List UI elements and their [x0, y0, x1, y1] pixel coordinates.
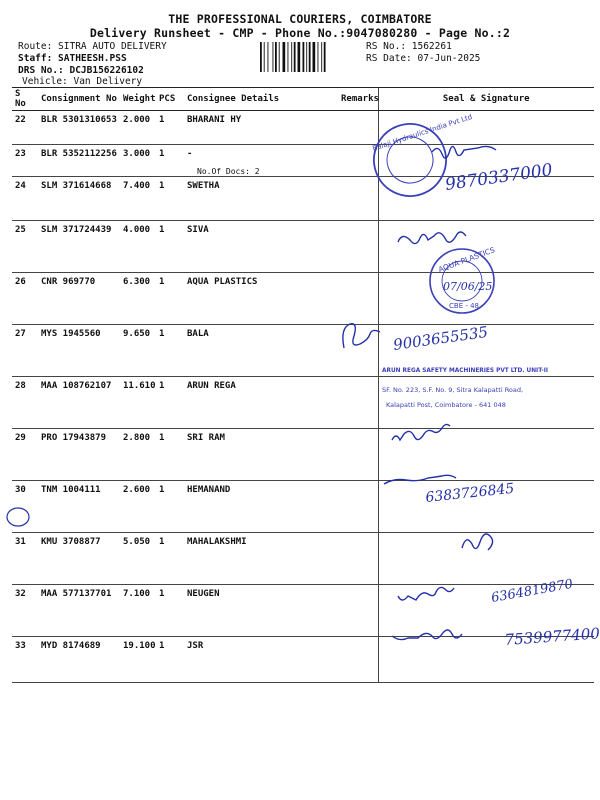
cell-pcs-text: 1 [159, 381, 165, 391]
staff-label: Staff: SATHEESH.PSS [18, 53, 127, 64]
cell-sno-text: 31 [15, 537, 26, 547]
cell-consignee [184, 585, 338, 637]
cell-sno [12, 145, 38, 177]
cell-pcs-text: 1 [159, 589, 165, 599]
cell-pcs [156, 481, 184, 533]
cell-sno-text: 30 [15, 485, 26, 495]
cell-consignee-text: SRI RAM [187, 433, 225, 443]
cell-consignment [38, 377, 120, 429]
cell-weight-text: 19.100 [123, 641, 156, 651]
cell-pcs [156, 221, 184, 273]
table-row [12, 221, 594, 273]
cell-sno [12, 221, 38, 273]
barcode-bar [268, 42, 269, 72]
docs-note: No.Of Docs: 2 [197, 167, 260, 176]
col-remarks: Remarks [338, 88, 378, 111]
cell-pcs-text: 1 [159, 641, 165, 651]
cell-sno [12, 111, 38, 145]
cell-weight [120, 481, 156, 533]
cell-sno [12, 177, 38, 221]
cell-pcs-text: 1 [159, 537, 165, 547]
cell-consignment [38, 221, 120, 273]
table-row [12, 377, 594, 429]
handwritten-phone-30: 6383726845 [424, 480, 516, 506]
cell-pcs [156, 111, 184, 145]
cell-consignee [184, 533, 338, 585]
cell-seal [378, 481, 594, 533]
cell-sno [12, 325, 38, 377]
cell-weight [120, 273, 156, 325]
cell-remarks [338, 221, 378, 273]
cell-weight [120, 325, 156, 377]
cell-consignee-text: BHARANI HY [187, 115, 242, 125]
cell-weight-text: 3.000 [123, 149, 151, 159]
table-row [12, 111, 594, 145]
cell-weight-text: 6.300 [123, 277, 151, 287]
cell-consignee-text: AQUA PLASTICS [187, 277, 258, 287]
col-consignment: Consignment No [38, 88, 120, 111]
cell-sno-text: 33 [15, 641, 26, 651]
cell-consignment-text: SLM 371614668 [41, 181, 112, 191]
barcode [258, 42, 358, 72]
cell-seal [378, 145, 594, 177]
cell-seal [378, 111, 594, 145]
handwritten-phone-27: 9003655535 [392, 322, 490, 354]
cell-consignment-text: CNR 969770 [41, 277, 96, 287]
cell-weight-text: 9.650 [123, 329, 151, 339]
cell-weight-text: 2.800 [123, 433, 151, 443]
table-row [12, 429, 594, 481]
handwritten-date-26: 07/06/25 [443, 280, 493, 293]
cell-weight-text: 5.050 [123, 537, 151, 547]
cell-consignee-text: HEMANAND [187, 485, 231, 495]
table-row [12, 585, 594, 637]
cell-weight-text: 7.100 [123, 589, 151, 599]
barcode-bar [294, 42, 296, 72]
barcode-bar [318, 42, 319, 72]
cell-weight [120, 145, 156, 177]
cell-consignee-text: NEUGEN [187, 589, 220, 599]
cell-consignment [38, 177, 120, 221]
cell-consignment [38, 145, 120, 177]
cell-sno-text: 23 [15, 149, 26, 159]
cell-sno [12, 481, 38, 533]
cell-consignee-text: SWETHA [187, 181, 220, 191]
cell-consignment-text: PRO 17943879 [41, 433, 107, 443]
cell-pcs-text: 1 [159, 433, 165, 443]
cell-sno-text: 22 [15, 115, 26, 125]
cell-weight [120, 637, 156, 683]
table-header-row [12, 88, 594, 111]
cell-consignment-text: MYS 1945560 [41, 329, 101, 339]
cell-seal [378, 322, 594, 377]
cell-remarks [338, 177, 378, 221]
cell-sno-text: 29 [15, 433, 26, 443]
cell-remarks [338, 377, 378, 429]
cell-pcs [156, 533, 184, 585]
barcode-bar [264, 42, 265, 72]
cell-remarks [338, 145, 378, 177]
cell-consignee [184, 637, 338, 683]
arun-stamp-line3: Kalapatti Post, Coimbatore - 641 048 [386, 401, 506, 409]
table-row [12, 273, 594, 325]
table-row [12, 481, 594, 533]
cell-seal [378, 533, 594, 585]
cell-consignment-text: TNM 1004111 [41, 485, 101, 495]
cell-remarks [338, 325, 378, 377]
cell-weight-text: 4.000 [123, 225, 151, 235]
cell-pcs [156, 637, 184, 683]
cell-sno-text: 24 [15, 181, 26, 191]
cell-sno-text: 32 [15, 589, 26, 599]
cell-consignment [38, 429, 120, 481]
barcode-bar [309, 42, 311, 72]
barcode-bar [260, 42, 262, 72]
cell-consignee [184, 429, 338, 481]
cell-sno-text: 25 [15, 225, 26, 235]
barcode-bar [321, 42, 322, 72]
cell-weight [120, 177, 156, 221]
cell-consignee-text: ARUN REGA [187, 381, 236, 391]
arun-stamp-line1: ARUN REGA SAFETY MACHINERIES PVT LTD. UNIT-II [382, 368, 549, 374]
barcode-bar [324, 42, 326, 72]
cell-consignment-text: MAA 108762107 [41, 381, 112, 391]
aqua-stamp-text: AQUA PLASTICS [437, 245, 497, 275]
barcode-bar [303, 42, 305, 72]
cell-pcs [156, 145, 184, 177]
cell-seal [378, 177, 594, 221]
cell-weight-text: 7.400 [123, 181, 151, 191]
cell-pcs [156, 273, 184, 325]
cell-consignee-text: BALA [187, 329, 209, 339]
cell-consignment [38, 273, 120, 325]
barcode-bar [313, 42, 316, 72]
cell-consignment [38, 637, 120, 683]
cell-consignee [184, 145, 338, 177]
cell-pcs-text: 1 [159, 115, 165, 125]
cell-remarks [338, 111, 378, 145]
cell-pcs-text: 1 [159, 149, 165, 159]
cell-seal [378, 273, 594, 325]
barcode-bar [275, 42, 277, 72]
company-name: THE PROFESSIONAL COURIERS, COIMBATORE [168, 12, 432, 26]
cell-pcs [156, 377, 184, 429]
cell-weight [120, 585, 156, 637]
handwritten-phone-32: 6364819870 [490, 576, 575, 606]
cell-consignee [184, 273, 338, 325]
cell-pcs-text: 1 [159, 225, 165, 235]
table-row [12, 145, 594, 177]
cell-seal [378, 637, 594, 683]
cell-remarks [338, 533, 378, 585]
col-pcs: PCS [156, 88, 184, 111]
cell-consignee [184, 325, 338, 377]
cell-pcs [156, 429, 184, 481]
cell-pcs [156, 585, 184, 637]
cell-consignment-text: MYD 8174689 [41, 641, 101, 651]
cell-sno [12, 377, 38, 429]
cell-consignment-text: BLR 5352112256 [41, 149, 117, 159]
cell-seal [378, 221, 594, 273]
cell-sno-text: 27 [15, 329, 26, 339]
cell-pcs-text: 1 [159, 485, 165, 495]
cell-sno [12, 637, 38, 683]
cell-remarks [338, 585, 378, 637]
cell-seal [378, 429, 594, 481]
cell-sno [12, 273, 38, 325]
cell-consignment [38, 481, 120, 533]
table-row [12, 177, 594, 221]
table-row [12, 325, 594, 377]
rs-number: RS No.: 1562261 [366, 41, 452, 52]
cell-weight [120, 111, 156, 145]
drs-number: DRS No.: DCJB156226102 [18, 65, 144, 76]
barcode-bar [279, 42, 280, 72]
barcode-bar [298, 42, 301, 72]
handwritten-phone-24: 9870337000 [443, 160, 554, 195]
runsheet-table [12, 87, 594, 683]
barcode-bar [291, 42, 292, 72]
cell-weight-text: 2.000 [123, 115, 151, 125]
barcode-bar [283, 42, 286, 72]
cell-consignee [184, 111, 338, 145]
cell-seal [378, 377, 594, 429]
cell-weight [120, 533, 156, 585]
cell-remarks [338, 273, 378, 325]
cell-consignment-text: MAA 577137701 [41, 589, 112, 599]
table-row [12, 533, 594, 585]
runsheet-title: Delivery Runsheet - CMP - Phone No.:9047080280 - Page No.:2 [89, 26, 511, 40]
cell-sno [12, 533, 38, 585]
cell-consignee-text: MAHALAKSHMI [187, 537, 247, 547]
cell-consignee [184, 481, 338, 533]
cell-consignment-text: KMU 3708877 [41, 537, 101, 547]
cell-consignment-text: BLR 5301310653 [41, 115, 117, 125]
cell-consignment [38, 111, 120, 145]
cell-sno [12, 585, 38, 637]
cell-sno [12, 429, 38, 481]
cell-remarks [338, 429, 378, 481]
cell-remarks [338, 481, 378, 533]
cell-pcs [156, 325, 184, 377]
hydraulics-stamp-text: Balaji Hydraulics India Pvt Ltd [371, 112, 474, 153]
cell-consignment [38, 533, 120, 585]
cell-pcs [156, 177, 184, 221]
cell-sno-text: 28 [15, 381, 26, 391]
col-weight: Weight [120, 88, 156, 111]
cell-consignee-text: - [187, 149, 193, 159]
route-label: Route: SITRA AUTO DELIVERY [18, 41, 167, 52]
cell-consignment-text: SLM 371724439 [41, 225, 112, 235]
cell-remarks [338, 637, 378, 683]
cell-weight-text: 11.610 [123, 381, 156, 391]
barcode-bar [288, 42, 289, 72]
cell-weight [120, 377, 156, 429]
vehicle-label: Vehicle: Van Delivery [22, 76, 143, 87]
cell-weight [120, 221, 156, 273]
barcode-bar [273, 42, 274, 72]
cell-consignee-text: SIVA [187, 225, 209, 235]
cell-sno-text: 26 [15, 277, 26, 287]
handwritten-phone-33: 7539977400 [504, 624, 600, 649]
cell-weight [120, 429, 156, 481]
aqua-stamp-city: CBE - 48 [449, 302, 479, 310]
cell-pcs-text: 1 [159, 277, 165, 287]
rs-date: RS Date: 07-Jun-2025 [366, 53, 481, 64]
cell-consignee [184, 221, 338, 273]
cell-consignee-text: JSR [187, 641, 204, 651]
col-sno: S No [12, 88, 38, 111]
cell-consignee [184, 177, 338, 221]
cell-seal [378, 585, 594, 637]
cell-consignment [38, 325, 120, 377]
cell-pcs-text: 1 [159, 181, 165, 191]
barcode-bar [306, 42, 307, 72]
cell-pcs-text: 1 [159, 329, 165, 339]
arun-stamp-line2: SF. No. 223, S.F. No. 9, Sitra Kalapatti Road, [382, 386, 524, 394]
cell-consignment [38, 585, 120, 637]
cell-consignee [184, 377, 338, 429]
table-row [12, 637, 594, 683]
col-seal-signature: Seal & Signature [378, 88, 594, 111]
col-consignee: Consignee Details [184, 88, 338, 111]
cell-weight-text: 2.600 [123, 485, 151, 495]
